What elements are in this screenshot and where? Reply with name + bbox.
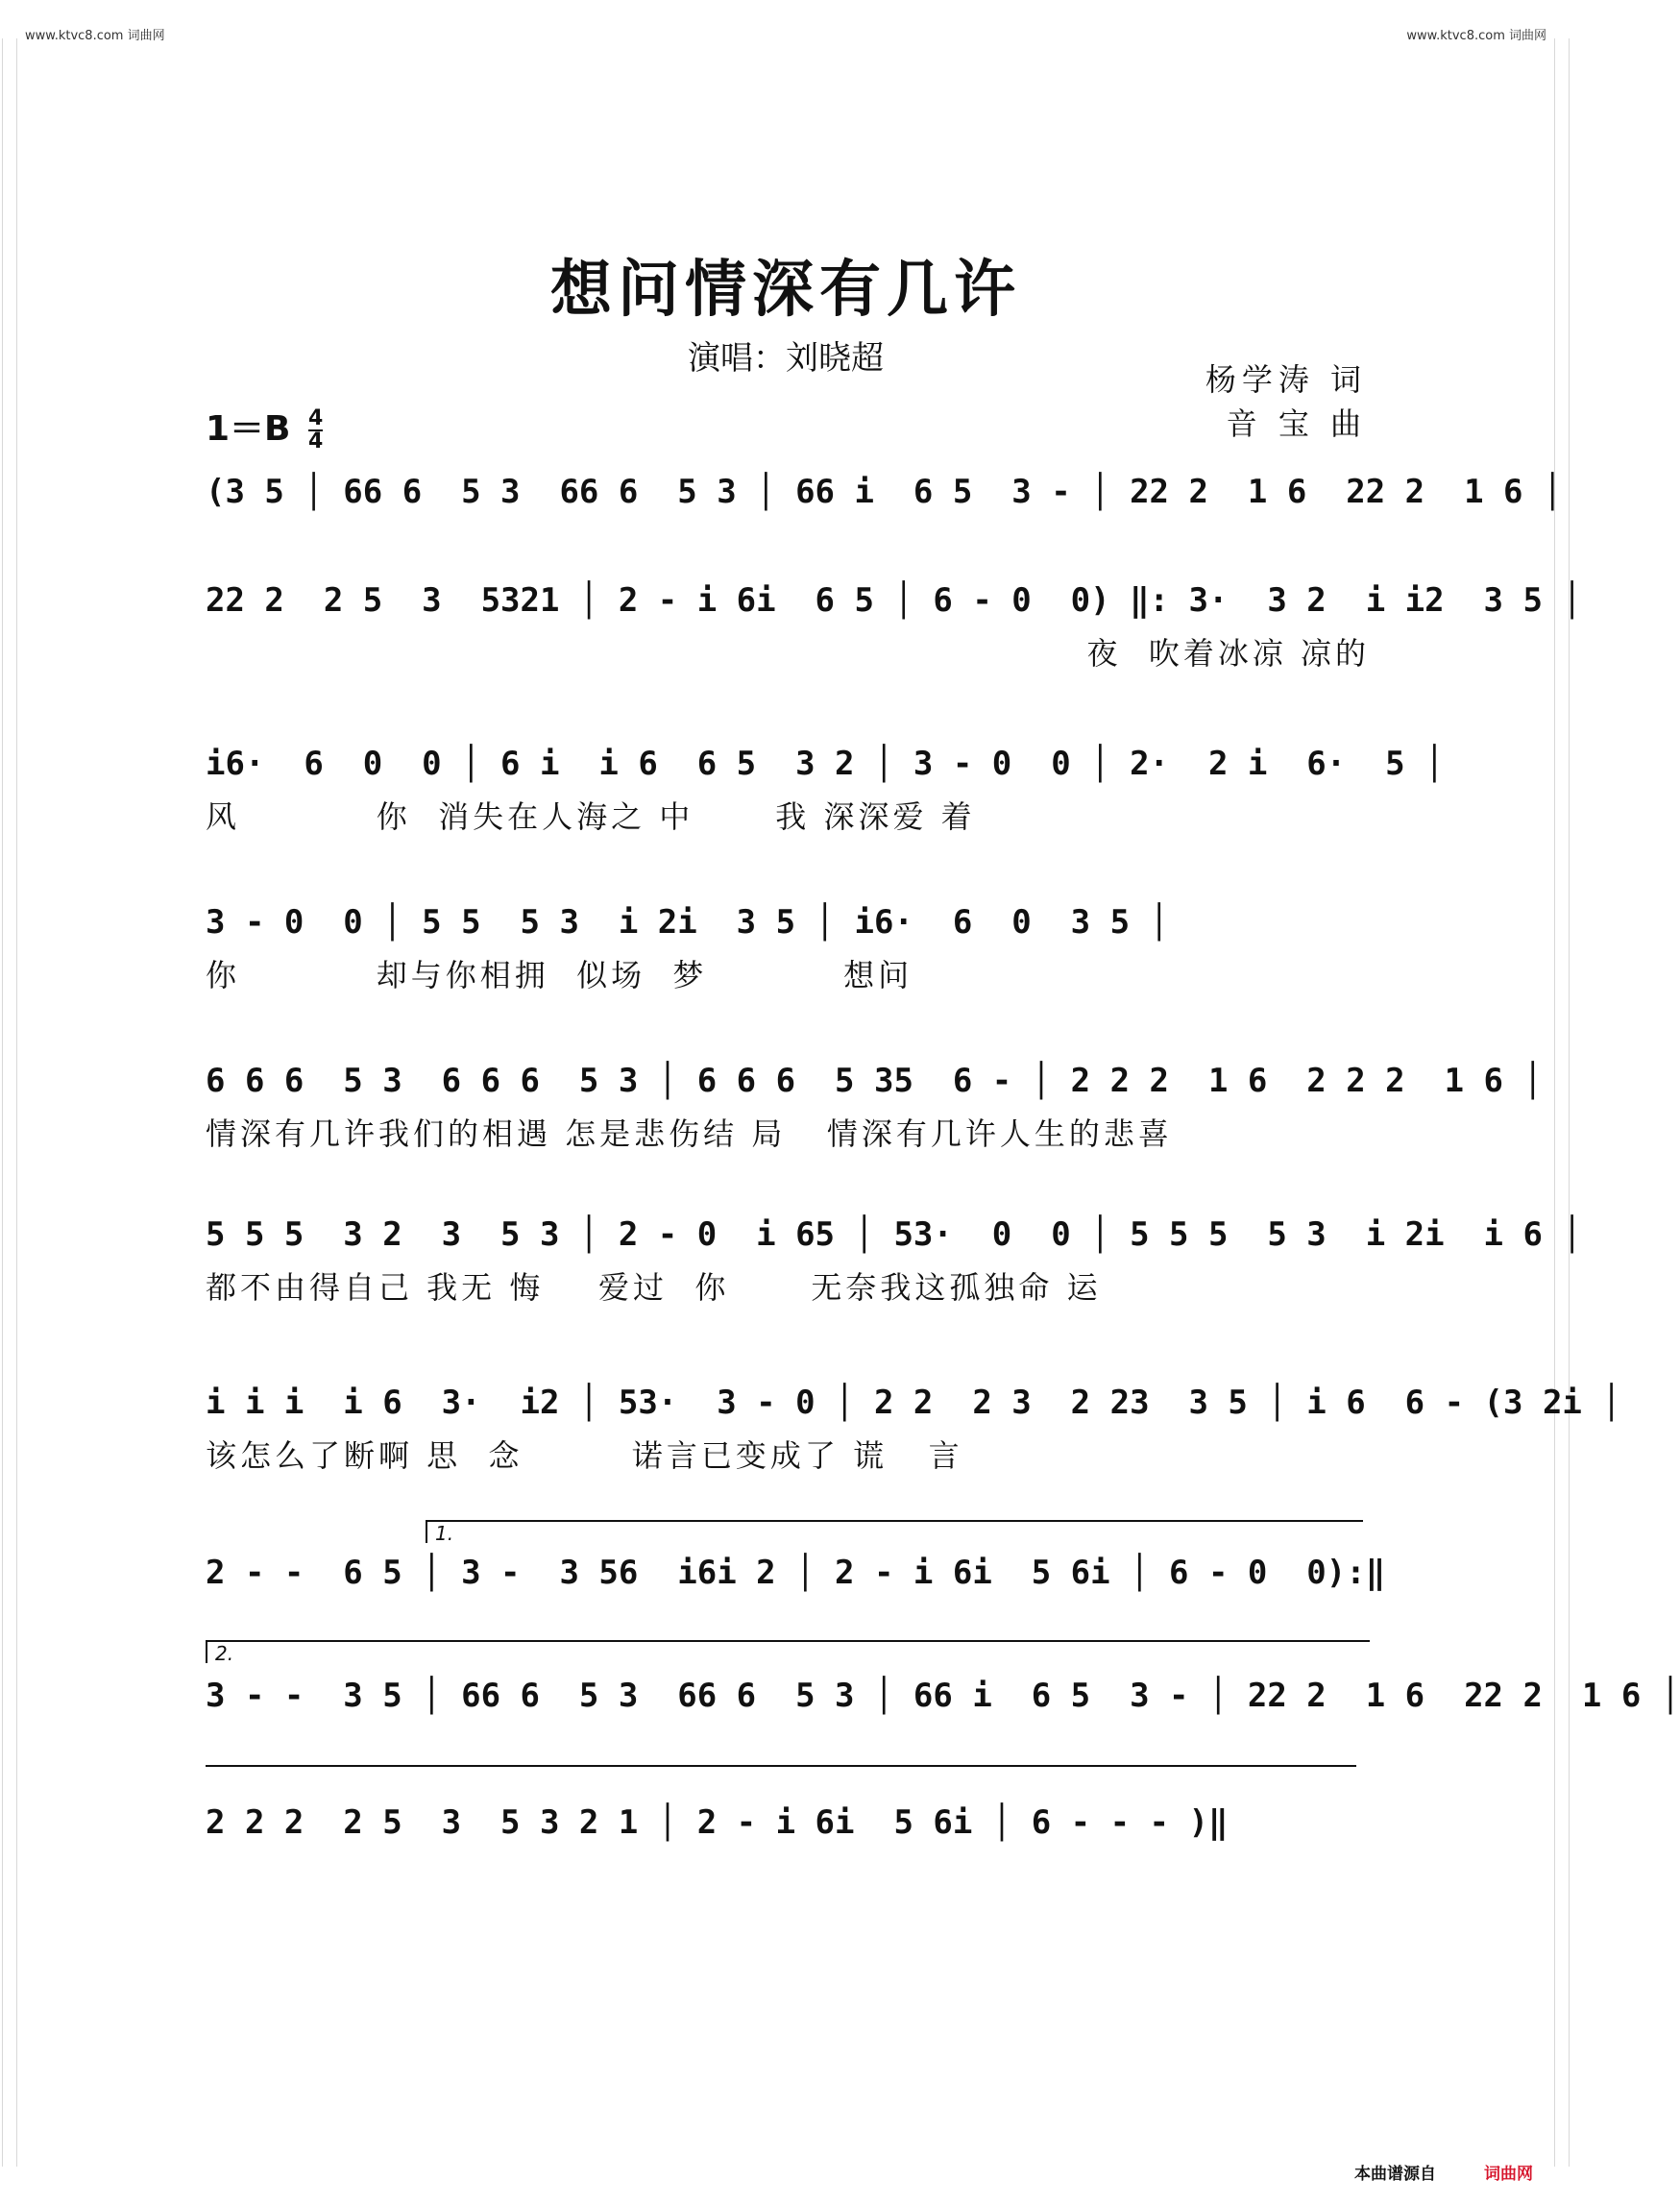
notation-line-10: 2 2 2 2 5 3 5 3 2 1 │ 2 - i 6i 5 6i │ 6 - - - )‖ bbox=[206, 1803, 1229, 1842]
footer-site-name: 词曲网 bbox=[1484, 2165, 1533, 2184]
lyrics-line-6: 都不由得自己 我无 悔 爱过 你 无奈我这孤独命 运 bbox=[206, 1269, 1102, 1306]
notation-line-5: 6 6 6 5 3 6 6 6 5 3 │ 6 6 6 5 35 6 - │ 2 2 2 1 6 2 2 2 1 6 │ bbox=[206, 1062, 1543, 1100]
song-title: 想问情深有几许 bbox=[550, 255, 1021, 326]
notation-line-6: 5 5 5 3 2 3 5 3 │ 2 - 0 i 65 │ 53· 0 0 │ 5 5 5 5 3 i 2i i 6 │ bbox=[206, 1215, 1582, 1254]
credits bbox=[1205, 357, 1367, 446]
first-ending-label: 1. bbox=[435, 1522, 454, 1545]
lyrics-line-4: 你 却与你相拥 似场 梦 想问 bbox=[206, 957, 913, 993]
notation-line-8: 2 - - 6 5 │ 3 - 3 56 i6i 2 │ 2 - i 6i 5 6i │ 6 - 0 0):‖ bbox=[206, 1554, 1386, 1592]
first-ending-bracket bbox=[426, 1520, 1363, 1543]
lyrics-line-7: 该怎么了断啊 思 念 诺言已变成了 谎 言 bbox=[206, 1437, 963, 1474]
notation-line-7: i i i i 6 3· i2 │ 53· 3 - 0 │ 2 2 2 3 2 23 3 5 │ i 6 6 - (3 2i │ bbox=[206, 1384, 1621, 1422]
lyricist-credit: 杨学涛 词 bbox=[1205, 361, 1367, 398]
time-numerator: 4 bbox=[308, 406, 324, 430]
footer-source-text: 本曲谱源自 bbox=[1354, 2165, 1436, 2184]
lyrics-line-3: 风 你 消失在人海之 中 我 深深爱 着 bbox=[206, 798, 976, 835]
key-signature bbox=[206, 402, 323, 453]
notation-line-3: i6· 6 0 0 │ 6 i i 6 6 5 3 2 │ 3 - 0 0 │ 2· 2 i 6· 5 │ bbox=[206, 745, 1445, 783]
lyrics-line-2: 夜 吹着冰凉 凉的 bbox=[1086, 635, 1370, 672]
second-ending-label: 2. bbox=[215, 1642, 234, 1665]
watermark-top-right: www.ktvc8.com 词曲网 bbox=[1406, 29, 1546, 43]
key-label: 1＝B bbox=[206, 409, 291, 449]
time-signature bbox=[308, 408, 323, 453]
time-denominator: 4 bbox=[308, 429, 324, 453]
singer-line: 演唱：刘晓超 bbox=[688, 339, 884, 378]
watermark-top-left: www.ktvc8.com 词曲网 bbox=[25, 29, 165, 43]
composer-credit: 音 宝 曲 bbox=[1226, 405, 1367, 442]
notation-line-4: 3 - 0 0 │ 5 5 5 3 i 2i 3 5 │ i6· 6 0 3 5 │ bbox=[206, 903, 1170, 942]
notation-line-9: 3 - - 3 5 │ 66 6 5 3 66 6 5 3 │ 66 i 6 5 3 - │ 22 2 1 6 22 2 1 6 │ bbox=[206, 1677, 1680, 1715]
footer-source bbox=[1354, 2160, 1533, 2184]
second-ending-bracket bbox=[206, 1640, 1370, 1663]
notation-line-2: 22 2 2 5 3 5321 │ 2 - i 6i 6 5 │ 6 - 0 0) ‖: 3· 3 2 i i2 3 5 │ bbox=[206, 581, 1582, 620]
lyrics-line-5: 情深有几许我们的相遇 怎是悲伤结 局 情深有几许人生的悲喜 bbox=[206, 1115, 1173, 1152]
notation-line-1: (3 5 │ 66 6 5 3 66 6 5 3 │ 66 i 6 5 3 - │ 22 2 1 6 22 2 1 6 │ bbox=[206, 473, 1563, 511]
reprise-bracket-line bbox=[206, 1765, 1356, 1767]
